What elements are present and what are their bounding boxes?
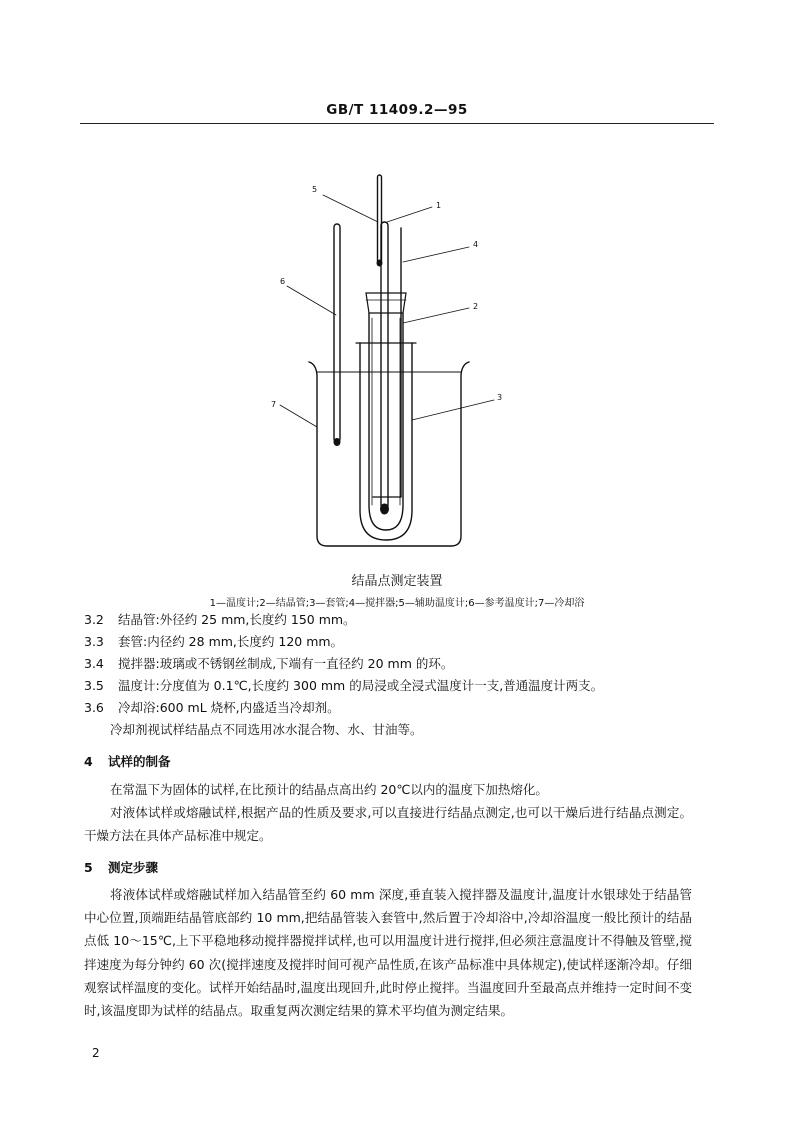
page-number: 2: [92, 1046, 100, 1060]
item-number: 3.2: [84, 612, 104, 627]
item-number: 3.5: [84, 678, 104, 693]
section-4-paragraph-2: 对液体试样或熔融试样,根据产品的性质及要求,可以直接进行结晶点测定,也可以干燥后进行结晶点测定。干燥方法在具体产品标准中规定。: [84, 805, 692, 844]
list-item: [84, 699, 340, 717]
callout-3: 3: [497, 393, 503, 402]
item-number: 3.4: [84, 656, 104, 671]
figure-caption: 结晶点测定装置: [351, 574, 443, 589]
callout-4: 4: [473, 240, 479, 249]
callout-6: 6: [280, 277, 286, 286]
reference-thermometer: [334, 224, 340, 442]
item-number: 3.3: [84, 634, 104, 649]
section-title: 测定步骤: [108, 860, 159, 875]
callout-1: 1: [436, 201, 442, 210]
item-number: 3.6: [84, 700, 104, 715]
item-text: 温度计:分度值为 0.1℃,长度约 300 mm 的局浸或全浸式温度计一支,普通温度计两支。: [118, 678, 604, 693]
cooling-bath-beaker: [309, 362, 469, 546]
section-number: 4: [84, 754, 93, 769]
section-4-heading: [84, 752, 171, 770]
main-thermometer: [381, 222, 388, 509]
thermometer-bulb: [380, 504, 389, 515]
reference-thermometer-bulb: [334, 438, 341, 446]
callout-5: 5: [312, 185, 318, 194]
list-item: [84, 611, 356, 629]
stopper: [366, 293, 406, 313]
item-text: 搅拌器:玻璃或不锈钢丝制成,下端有一直径约 20 mm 的环。: [118, 656, 454, 671]
item-text: 套管:内径约 28 mm,长度约 120 mm。: [118, 634, 344, 649]
section-number: 5: [84, 860, 93, 875]
list-item: [84, 633, 343, 651]
section-5-heading: [84, 858, 158, 876]
section-5-paragraph: 将液体试样或熔融试样加入结晶管至约 60 mm 深度,垂直装入搅拌器及温度计,温度计水银球处于结晶管中心位置,顶端距结晶管底部约 10 mm,把结晶管装入套管中,然后置于冷却浴中,冷却浴温度一般比预计的结晶点低 10～15℃,上下平稳地移动搅拌器搅拌试样,也可以用温度计进行搅拌,但必须注意温度计不得触及管壁,搅拌速度为每分钟约 60 次(搅拌速度及搅拌时间可视产品性质,在该产品标准中具体规定),使试样逐渐冷却。仔细观察试样温度的变化。试样开始结晶时,温度出现回升,此时停止搅拌。当温度回升至最高点并维持一定时间不变时,该温度即为试样的结晶点。取重复两次测定结果的算术平均值为测定结果。: [84, 887, 692, 1019]
note-text: 冷却剂视试样结晶点不同选用冰水混合物、水、甘油等。: [110, 722, 423, 737]
section-4-paragraph-1: 在常温下为固体的试样,在比预计的结晶点高出约 20℃以内的温度下加热熔化。: [110, 782, 548, 797]
callout-2: 2: [473, 302, 479, 311]
item-text: 结晶管:外径约 25 mm,长度约 150 mm。: [118, 612, 356, 627]
item-text: 冷却浴:600 mL 烧杯,内盛适当冷却剂。: [118, 700, 340, 715]
figure-legend: 1—温度计;2—结晶管;3—套管;4—搅拌器;5—辅助温度计;6—参考温度计;7—冷却浴: [209, 598, 585, 609]
list-item: [84, 655, 453, 673]
callout-7: 7: [271, 400, 277, 409]
page-header: GB/T 11409.2—95: [326, 102, 468, 118]
section-title: 试样的制备: [108, 754, 171, 769]
list-item: [84, 677, 603, 695]
